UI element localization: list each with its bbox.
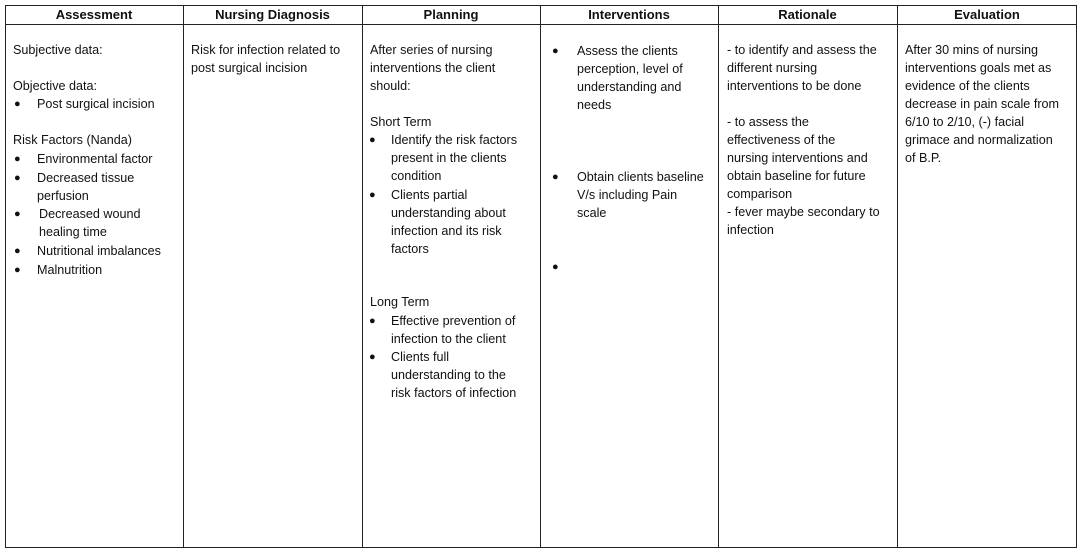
bullet-icon: ● [369,351,376,363]
header-divider [5,24,1077,25]
bullet-icon: ● [14,172,21,184]
column-divider [540,5,541,548]
risk-factor-item: Decreased tissue perfusion [37,171,135,203]
header-nursing-diagnosis: Nursing Diagnosis [215,7,330,22]
header-rationale: Rationale [778,7,837,22]
short-term-label: Short Term [370,115,432,129]
column-divider [362,5,363,548]
bullet-icon: ● [552,45,559,57]
header-assessment: Assessment [55,7,133,22]
bullet-icon: ● [369,315,376,327]
bullet-icon: ● [552,261,559,273]
bullet-icon: ● [552,171,559,183]
bullet-icon: ● [14,153,21,165]
subjective-data-label: Subjective data: [13,43,103,57]
objective-item: Post surgical incision [37,97,155,111]
bullet-icon: ● [14,264,21,276]
risk-factor-item: Decreased wound healing time [39,207,141,239]
intervention-item: Obtain clients baseline V/s including Pain scale [577,170,704,220]
bullet-icon: ● [14,98,21,110]
objective-data-label: Objective data: [13,79,98,93]
intervention-item: Assess the clients perception, level of understanding and needs [577,44,683,112]
rationale-item: - to identify and assess the different nursing interventions to be done [727,43,877,93]
long-term-goal: Clients full understanding to the risk factors of infection [391,350,517,400]
short-term-goal: Clients partial understanding about infection and its risk factors [391,188,506,256]
evaluation-text: After 30 mins of nursing interventions goals met as evidence of the clients decrease in pain scale from 6/10 to 2/10, (-) facial grimace and normalization of B.P. [905,43,1060,165]
column-divider [897,5,898,548]
long-term-label: Long Term [370,295,430,309]
rationale-item: - to assess the effectiveness of the nursing interventions and obtain baseline for future comparison - fever maybe secondary to infection [727,115,880,237]
column-divider [718,5,719,548]
header-evaluation: Evaluation [954,7,1020,22]
bullet-icon: ● [14,208,21,220]
header-planning: Planning [423,7,479,22]
bullet-icon: ● [14,245,21,257]
bullet-icon: ● [369,189,376,201]
short-term-goal: Identify the risk factors present in the clients condition [391,133,517,183]
header-interventions: Interventions [588,7,670,22]
long-term-goal: Effective prevention of infection to the client [391,314,516,346]
risk-factors-label: Risk Factors (Nanda) [13,133,132,147]
planning-intro: After series of nursing interventions the client should: [370,43,496,93]
bullet-icon: ● [369,134,376,146]
risk-factor-item: Environmental factor [37,152,153,166]
risk-factor-item: Nutritional imbalances [37,244,161,258]
nursing-diagnosis-text: Risk for infection related to post surgical incision [191,43,341,75]
risk-factor-item: Malnutrition [37,263,103,277]
column-divider [183,5,184,548]
